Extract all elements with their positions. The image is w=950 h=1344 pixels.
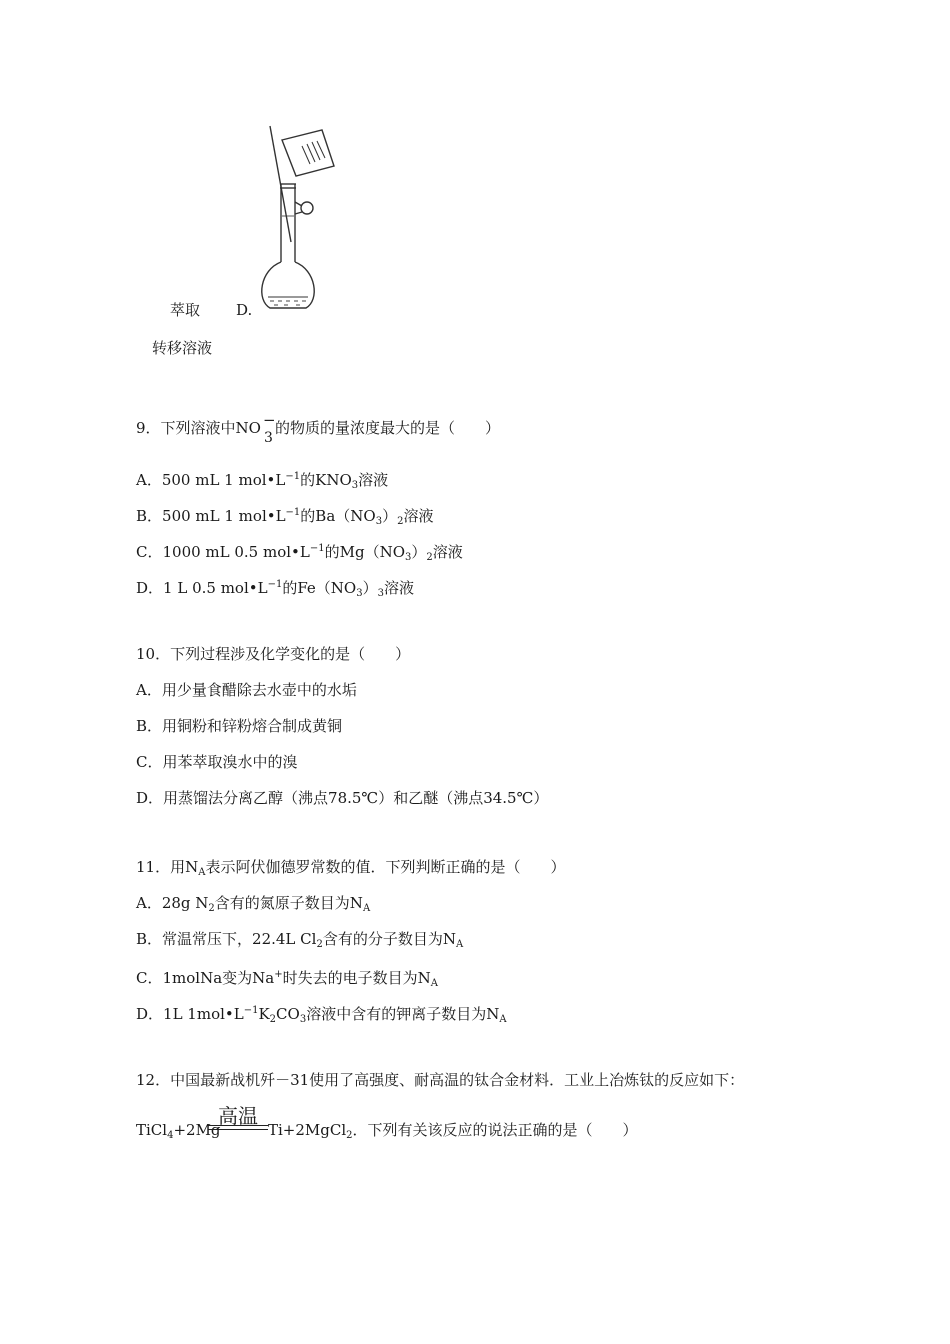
q9-option-c[interactable]: C．1000 mL 0.5 $mol•L^{-1}$的$Mg(NO_3)_2$溶液: [136, 543, 463, 563]
q9-stem: 9．下列溶液中NO − 3 的物质的量浓度最大的是（ ）: [136, 411, 500, 446]
q12-equation-left: TiCl$_4$+2Mg: [136, 1121, 221, 1141]
q12-equation-right: Ti+2MgCl$_2$．下列有关该反应的说法正确的是（ ）: [268, 1121, 638, 1141]
flask-liquid: [268, 297, 308, 305]
flask-neck: [280, 184, 313, 262]
q11-option-d[interactable]: D．1L $1mol•L^{-1}K_2CO_3$溶液中含有的钾离子数目为$N_A$: [136, 1005, 507, 1025]
transfer-solution-figure: [258, 122, 348, 316]
transfer-caption: 转移溶液: [152, 339, 213, 357]
option-d-label: D.: [236, 301, 253, 319]
q11-option-c[interactable]: C．1molNa变为Na+时失去的电子数目为$N_A$: [136, 969, 438, 989]
q9-option-a[interactable]: A．500 mL 1 $mol•L^{-1}$的$KNO_3$溶液: [136, 471, 389, 491]
extraction-label: 萃取: [170, 301, 201, 319]
q10-stem: 10．下列过程涉及化学变化的是（ ）: [136, 645, 411, 663]
beaker: [282, 130, 334, 176]
q10-option-c[interactable]: C．用苯萃取溴水中的溴: [136, 753, 298, 771]
q11-stem: 11．用$N_A$表示阿伏伽德罗常数的值．下列判断正确的是（ ）: [136, 858, 566, 878]
q12-stem: 12．中国最新战机歼－31使用了高强度、耐高温的钛合金材料．工业上冶炼钛的反应如下：: [136, 1071, 745, 1089]
q10-option-a[interactable]: A．用少量食醋除去水壶中的水垢: [136, 681, 357, 699]
reaction-condition: 高温: [218, 1104, 258, 1128]
q11-option-a[interactable]: A．28g $N_2$含有的氮原子数目为$N_A$: [136, 894, 371, 914]
q10-option-b[interactable]: B．用铜粉和锌粉熔合制成黄铜: [136, 717, 343, 735]
q10-option-d[interactable]: D．用蒸馏法分离乙醇（沸点78.5℃）和乙醚（沸点34.5℃）: [136, 789, 549, 807]
volumetric-flask-illustration: [258, 122, 348, 312]
q11-option-b[interactable]: B．常温常压下，22.4L $Cl_2$含有的分子数目为$N_A$: [136, 930, 464, 950]
nitrate-ion: − 3: [262, 411, 276, 446]
q9-option-b[interactable]: B．500 mL 1 $mol•L^{-1}$的$Ba(NO_3)_2$溶液: [136, 507, 434, 527]
q9-option-d[interactable]: D．1 L 0.5 $mol•L^{-1}$的$Fe(NO_3)_3$溶液: [136, 579, 414, 599]
